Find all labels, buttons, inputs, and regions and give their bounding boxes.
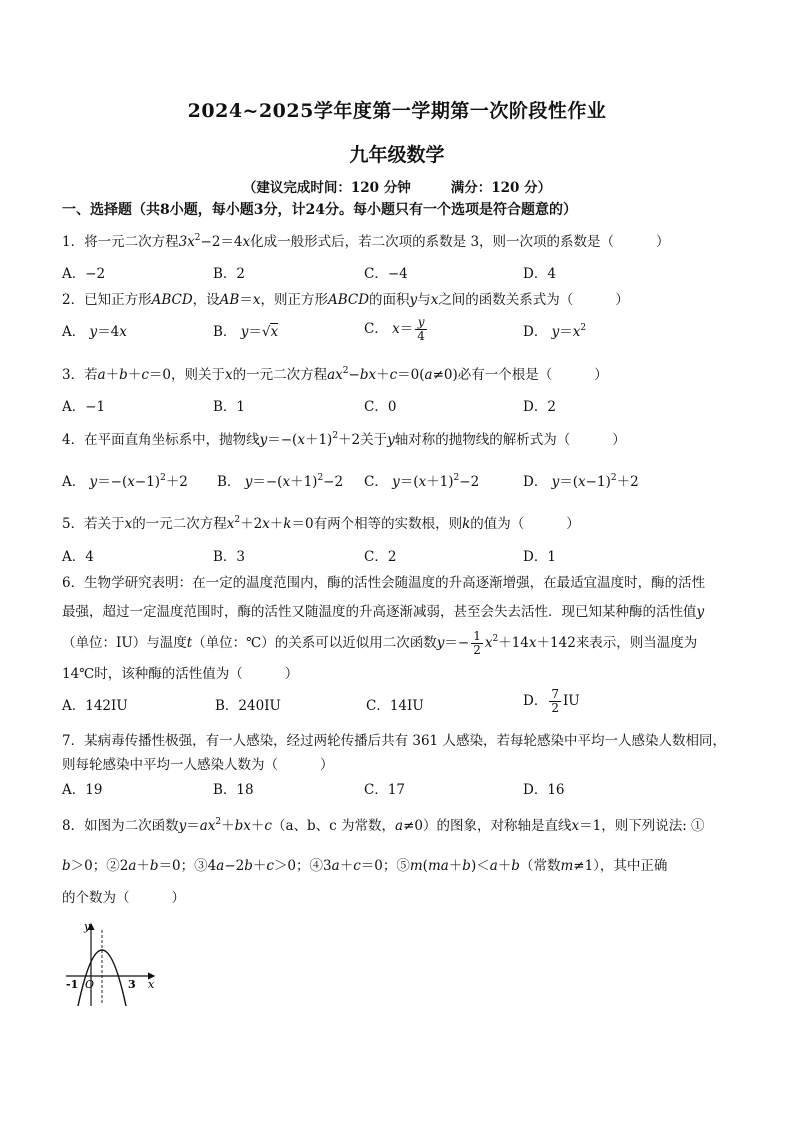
q1-option-c[interactable]: C．−4 — [364, 266, 408, 282]
q6-option-a[interactable]: A．142IU — [62, 698, 128, 714]
q6-option-c[interactable]: C．14IU — [366, 698, 424, 714]
parabola-graph — [62, 918, 162, 1008]
q5-option-d[interactable]: D．1 — [523, 549, 556, 565]
q3-option-d[interactable]: D．2 — [523, 399, 556, 415]
q6-option-d[interactable]: D． $\frac{7}{2}$ IU — [523, 687, 580, 715]
q2-option-a[interactable]: A． y＝4x — [62, 324, 127, 340]
q4-option-b[interactable]: B． $y=-(x+1)^2-2$ — [217, 473, 344, 490]
score-info: 满分：120 分） — [450, 180, 552, 196]
q7-option-d[interactable]: D．16 — [523, 782, 565, 798]
question-6-line-2: 最强，超过一定温度范围时，酶的活性又随温度的升高逐渐减弱，甚至会失去活性．现已知某种酶的活性值y — [62, 604, 705, 620]
q2-option-d[interactable]: D． $y=x^2$ — [523, 323, 587, 340]
origin-label: O — [85, 978, 95, 991]
exam-title: 2024~2025学年度第一学期第一次阶段性作业 — [187, 100, 607, 122]
q3-option-b[interactable]: B．1 — [213, 399, 246, 415]
q3-option-c[interactable]: C．0 — [364, 399, 397, 415]
q7-option-c[interactable]: C．17 — [364, 782, 406, 798]
question-2: 2．已知正方形ABCD，设AB＝x，则正方形ABCD的面积y与x之间的函数关系式为（ ） — [62, 292, 629, 308]
q1-option-b[interactable]: B．2 — [213, 266, 246, 282]
exam-info — [0, 176, 794, 196]
neg-one-label: -1 — [66, 978, 79, 991]
question-8-line-1: 8．如图为二次函数$y=ax^2+bx+c(a$、b、c 为常数，a≠0）的图象，对称轴是直线x＝1，则下列说法: ① — [62, 817, 705, 834]
question-6-line-1: 6．生物学研究表明：在一定的温度范围内，酶的活性会随温度的升高逐渐增强，在最适宜温度时，酶的活性 — [62, 575, 706, 591]
time-info: （建议完成时间：120 分钟 — [242, 180, 411, 196]
q4-option-a[interactable]: A． $y=-(x-1)^2+2$ — [62, 473, 188, 490]
question-1: 1．将一元二次方程$3x^2-2=4x$化成一般形式后，若二次项的系数是 3，则一次项的系数是（ ） — [62, 233, 670, 250]
q5-option-c[interactable]: C．2 — [364, 549, 397, 565]
y-label: y — [84, 920, 91, 933]
q2-option-b[interactable]: B． y＝√x — [213, 324, 279, 340]
section-heading: 一、选择题（共8小题，每小题3分，计24分。每小题只有一个选项是符合题意的） — [62, 202, 577, 218]
q5-option-a[interactable]: A．4 — [62, 549, 94, 565]
subject-title: 九年级数学 — [349, 144, 445, 166]
q7-option-a[interactable]: A．19 — [62, 782, 103, 798]
q7-option-b[interactable]: B．18 — [213, 782, 254, 798]
q1-option-d[interactable]: D．4 — [523, 266, 556, 282]
question-8-line-3: 的个数为（ ） — [62, 890, 185, 906]
question-6-line-3: （单位：IU）与温度t（单位：℃）的关系可以近似用二次函数y＝− $\frac{1}{2}$ $x^2+14x+142$来表示，则当温度为 — [62, 629, 698, 657]
question-3: 3．若a＋b＋c＝0，则关于x的一元二次方程$ax^2-bx+c=0(a\ne 0)$必有一个根是（ ） — [62, 366, 608, 383]
question-5: 5．若关于x的一元二次方程$x^2+2x+k=0$有两个相等的实数根，则k的值为（ ） — [62, 515, 580, 532]
x-label: x — [148, 978, 155, 991]
q2-option-c[interactable]: C． x＝ $\frac{y}{4}$ — [364, 315, 425, 343]
q1-option-a[interactable]: A．−2 — [62, 266, 106, 282]
question-8-line-2: b＞0；②2a＋b＝0；③4a−2b＋c＞0；④3a＋c＝0；⑤m(ma＋b)＜a＋b（常数m≠1），其中正确 — [62, 858, 668, 874]
q3-option-a[interactable]: A．−1 — [62, 399, 106, 415]
q4-option-d[interactable]: D． $y=(x-1)^2+2$ — [523, 473, 639, 490]
question-7-line-2: 则每轮感染中平均一人感染人数为（ ） — [62, 757, 334, 773]
q6-option-b[interactable]: B．240IU — [215, 698, 281, 714]
q4-option-c[interactable]: C． $y=(x+1)^2-2$ — [364, 473, 480, 490]
question-6-line-4: 14℃时，该种酶的活性值为（ ） — [62, 666, 299, 682]
question-7-line-1: 7．某病毒传播性极强，有一人感染，经过两轮传播后共有 361 人感染，若每轮感染中平均一人感染人数相同， — [62, 733, 726, 749]
three-label: 3 — [128, 978, 136, 991]
question-4: 4．在平面直角坐标系中，抛物线$y=-(x+1)^2+2$关于y轴对称的抛物线的解析式为（ ） — [62, 431, 626, 448]
q5-option-b[interactable]: B．3 — [213, 549, 246, 565]
